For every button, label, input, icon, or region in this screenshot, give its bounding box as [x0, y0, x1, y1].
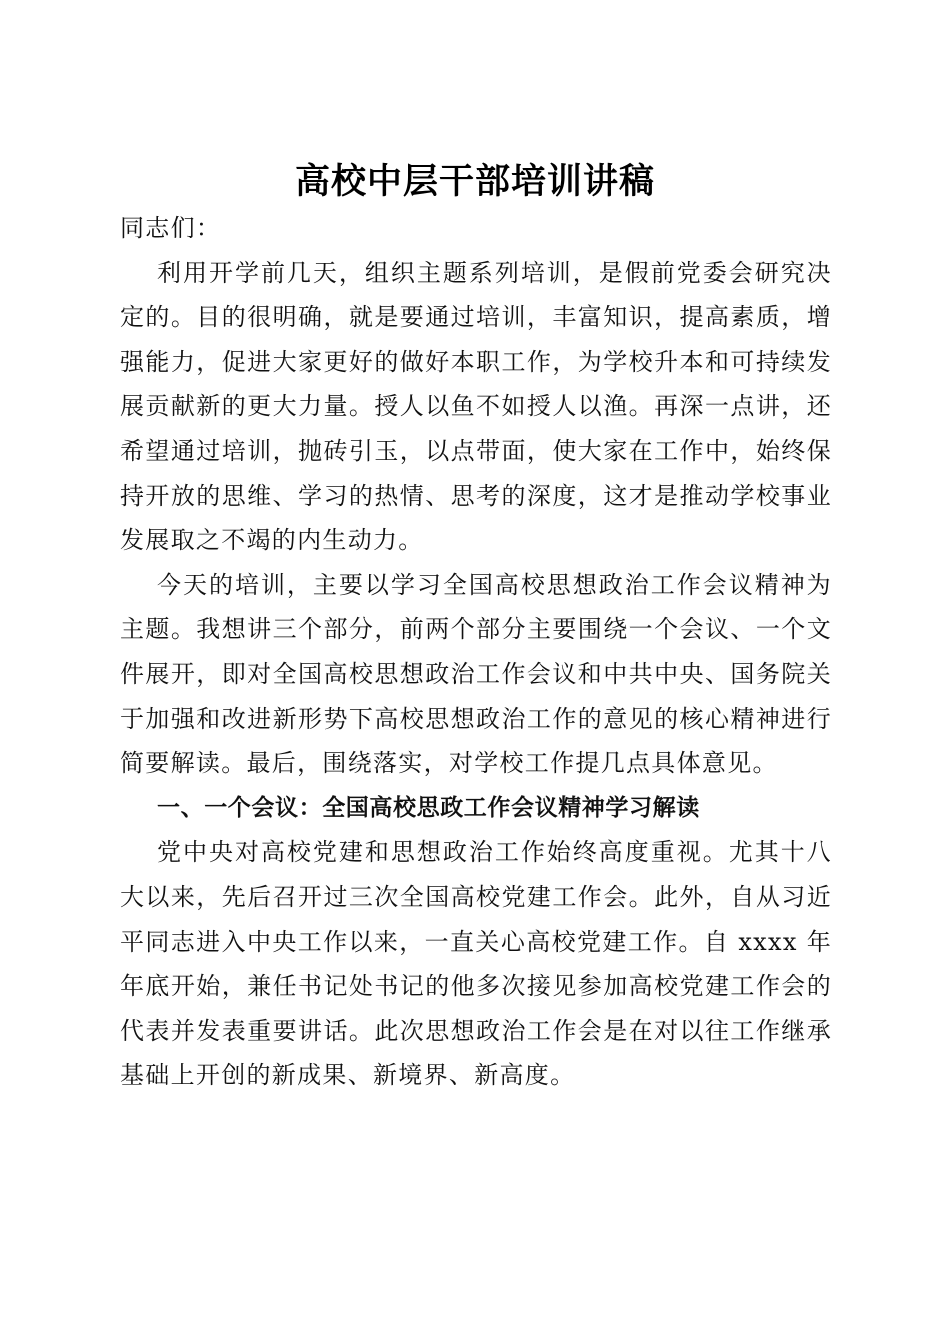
paragraph-purpose: 利用开学前几天，组织主题系列培训，是假前党委会研究决定的。目的很明确，就是要通过培训，丰富知识，提高素质，增强能力，促进大家更好的做好本职工作，为学校升本和可持续发展贡献新的更大力量。授人以鱼不如授人以渔。再深一点讲，还希望通过培训，抛砖引玉，以点带面，使大家在工作中，始终保持开放的思维、学习的热情、思考的深度，这才是推动学校事业发展取之不竭的内生动力。	[120, 258, 832, 555]
document-body	[120, 206, 832, 1098]
paragraph-theme: 今天的培训，主要以学习全国高校思想政治工作会议精神为主题。我想讲三个部分，前两个部分主要围绕一个会议、一个文件展开，即对全国高校思想政治工作会议和中共中央、国务院关于加强和改进新形势下高校思想政治工作的意见的核心精神进行简要解读。最后，围绕落实，对学校工作提几点具体意见。	[120, 570, 832, 778]
section-heading: 一、一个会议：全国高校思政工作会议精神学习解读	[157, 794, 700, 821]
salutation: 同志们：	[120, 214, 222, 242]
document-title: 高校中层干部培训讲稿	[294, 161, 655, 203]
paragraph-section-one: 党中央对高校党建和思想政治工作始终高度重视。尤其十八大以来，先后召开过三次全国高校党建工作会。此外，自从习近平同志进入中央工作以来，一直关心高校党建工作。自 xxxx 年年底开始，兼任书记处书记的他多次接见参加高校党建工作会的代表并发表重要讲话。此次思想政治工作会是在对以往工作继承基础上开创的新成果、新境界、新高度。	[120, 838, 832, 1090]
